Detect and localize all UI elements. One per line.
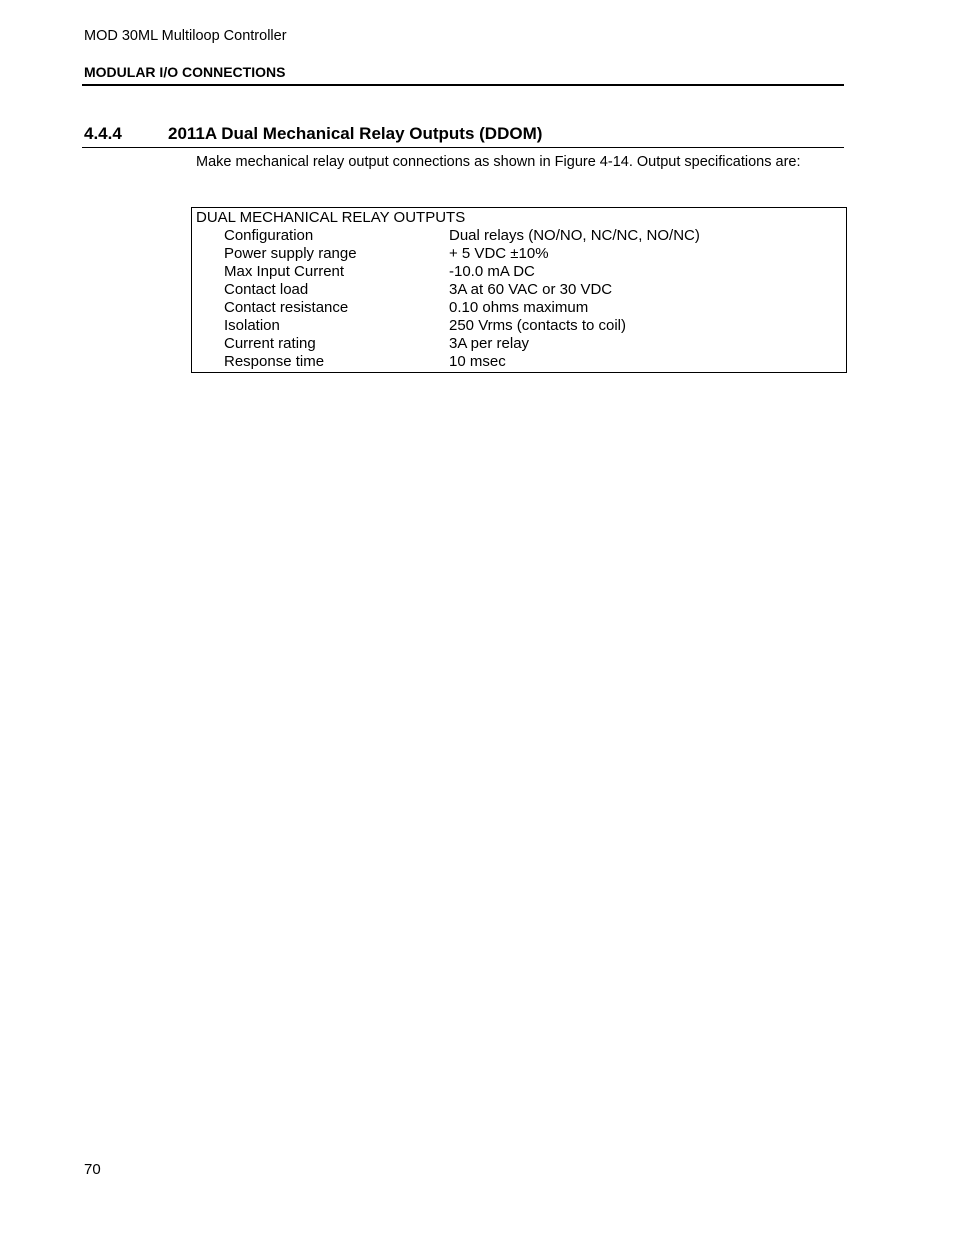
spec-table-title: DUAL MECHANICAL RELAY OUTPUTS: [196, 209, 466, 226]
subsection-title: 2011A Dual Mechanical Relay Outputs (DDOM): [168, 124, 543, 143]
spec-label: Isolation: [224, 317, 280, 334]
spec-table-rows: [192, 227, 846, 371]
spec-label: Configuration: [224, 227, 314, 244]
subsection-divider: [82, 147, 844, 148]
spec-row-response-time: [192, 353, 846, 371]
spec-value: -10.0 mA DC: [449, 263, 535, 280]
spec-row-contact-resistance: [192, 299, 846, 317]
header-divider: [82, 84, 844, 86]
running-header-title: MOD 30ML Multiloop Controller: [84, 28, 287, 44]
spec-label: Max Input Current: [224, 263, 345, 280]
spec-value: 10 msec: [449, 353, 506, 370]
spec-value: 3A per relay: [449, 335, 530, 352]
spec-label: Current rating: [224, 335, 316, 352]
spec-row-configuration: [192, 227, 846, 245]
spec-row-power-supply-range: [192, 245, 846, 263]
spec-label: Response time: [224, 353, 325, 370]
subsection-number: 4.4.4: [84, 124, 122, 143]
spec-value: + 5 VDC ±10%: [449, 245, 549, 262]
section-header-title: MODULAR I/O CONNECTIONS: [84, 64, 286, 80]
spec-row-isolation: [192, 317, 846, 335]
spec-row-contact-load: [192, 281, 846, 299]
spec-table: [191, 207, 847, 373]
spec-label: Power supply range: [224, 245, 357, 262]
intro-paragraph: Make mechanical relay output connections as shown in Figure 4-14. Output specifications are:: [196, 154, 801, 170]
spec-value: 0.10 ohms maximum: [449, 299, 589, 316]
spec-value: 250 Vrms (contacts to coil): [449, 317, 627, 334]
spec-label: Contact load: [224, 281, 309, 298]
spec-label: Contact resistance: [224, 299, 349, 316]
spec-row-current-rating: [192, 335, 846, 353]
page-number: 70: [84, 1161, 101, 1178]
spec-row-max-input-current: [192, 263, 846, 281]
spec-value: Dual relays (NO/NO, NC/NC, NO/NC): [449, 227, 700, 244]
spec-value: 3A at 60 VAC or 30 VDC: [449, 281, 613, 298]
